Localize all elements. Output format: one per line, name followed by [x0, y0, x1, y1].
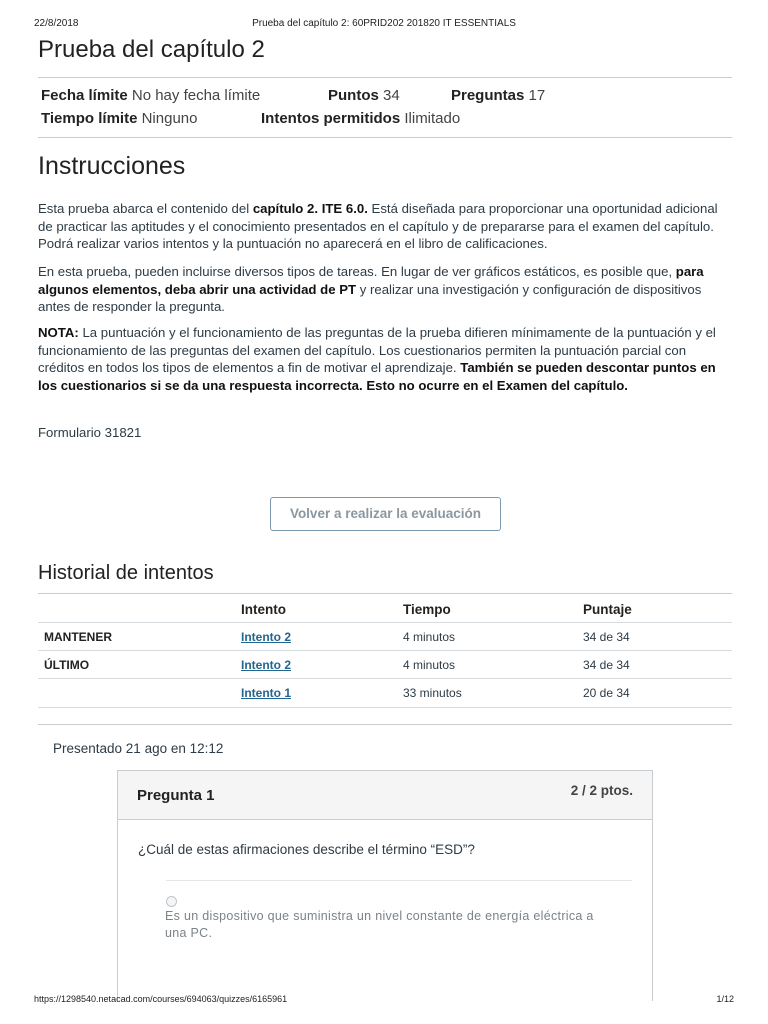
instr-text: Está diseñada para proporcionar una oportunidad adicional de practicar las aptitudes y el conocimiento presentados en el capítulo y de prepararse para el examen del capítulo. Podrá realizar varios intentos y la puntuación no aparecerá en el libro de calificaciones.	[38, 201, 718, 251]
attempt-score: 34 de 34	[583, 658, 630, 672]
question-points: 2 / 2 ptos.	[570, 783, 633, 798]
instr-bold: También se pueden descontar puntos en los cuestionarios si se da una respuesta incorrecta. Esto no ocurre en el Examen del capítulo.	[38, 360, 716, 393]
question-title: Pregunta 1	[137, 787, 215, 804]
points-label: Puntos	[328, 87, 379, 104]
attempt-time: 4 minutos	[403, 658, 456, 672]
attempts-label: Intentos permitidos	[261, 110, 401, 127]
answer-separator	[166, 880, 632, 881]
attempt-score: 20 de 34	[583, 686, 630, 700]
instructions-paragraph-1	[38, 200, 734, 253]
attempt-link[interactable]: Intento 2	[241, 630, 291, 644]
note-label: NOTA:	[38, 325, 79, 340]
time-label: Tiempo límite	[41, 110, 138, 127]
answer-option: Es un dispositivo que suministra un nivel constante de energía eléctrica a una PC.	[165, 909, 594, 940]
questions-meta	[451, 87, 545, 104]
attempt-tag: MANTENER	[44, 630, 112, 644]
print-date: 22/8/2018	[34, 18, 79, 29]
attempt-time: 4 minutos	[403, 630, 456, 644]
instr-text: En esta prueba, pueden incluirse diversos tipos de tareas. En lugar de ver gráficos estáticos, es posible que,	[38, 264, 676, 279]
question-header	[118, 771, 652, 820]
attempt-time: 33 minutos	[403, 686, 462, 700]
attempt-tag: ÚLTIMO	[44, 658, 90, 672]
divider	[38, 137, 732, 138]
instr-text: Esta prueba abarca el contenido del	[38, 201, 253, 216]
attempts-value: Ilimitado	[404, 110, 461, 127]
table-row	[38, 622, 732, 651]
attempt-link[interactable]: Intento 2	[241, 658, 291, 672]
print-doc-title: Prueba del capítulo 2: 60PRID202 201820 IT ESSENTIALS	[252, 18, 516, 29]
instructions-paragraph-2	[38, 263, 734, 316]
attempt-link[interactable]: Intento 1	[241, 686, 291, 700]
submitted-timestamp: Presentado 21 ago en 12:12	[53, 741, 224, 756]
points-meta	[328, 87, 400, 104]
column-header-score: Puntaje	[583, 602, 632, 617]
column-header-time: Tiempo	[403, 602, 451, 617]
table-row	[38, 678, 732, 708]
instr-bold: para algunos elementos, deba abrir una actividad de PT	[38, 264, 704, 297]
table-top-border	[38, 593, 732, 594]
instr-bold: capítulo 2. ITE 6.0.	[252, 201, 368, 216]
divider	[38, 77, 732, 78]
instructions-paragraph-3	[38, 324, 734, 394]
instr-text: La puntuación y el funcionamiento de las preguntas de la prueba difieren mínimamente de la puntuación y el funcionamiento de las preguntas del examen del capítulo. Los cuestionarios permiten la puntuación parcial con créditos en todos los tipos de elementos a fin de motivar el aprendizaje.	[38, 325, 716, 375]
print-url: https://1298540.netacad.com/courses/694063/quizzes/6165961	[34, 994, 288, 1004]
question-text: ¿Cuál de estas afirmaciones describe el término “ESD”?	[138, 842, 475, 857]
time-meta	[41, 110, 197, 127]
attempt-score: 34 de 34	[583, 630, 630, 644]
questions-value: 17	[528, 87, 546, 104]
questions-label: Preguntas	[451, 87, 525, 104]
print-page-number: 1/12	[716, 994, 734, 1004]
quiz-meta-row-1	[41, 87, 260, 104]
time-value: Ninguno	[141, 110, 198, 127]
points-value: 34	[383, 87, 400, 104]
attempts-meta	[261, 110, 460, 127]
due-value: No hay fecha límite	[131, 87, 261, 104]
instr-text: y realizar una investigación y configuración de dispositivos antes de responder la pregunta.	[38, 281, 702, 314]
divider	[38, 724, 732, 725]
answer-radio[interactable]	[166, 896, 177, 907]
retake-quiz-button[interactable]: Volver a realizar la evaluación	[270, 497, 501, 531]
page-title: Prueba del capítulo 2	[38, 36, 265, 63]
history-heading: Historial de intentos	[38, 562, 214, 584]
instructions-heading: Instrucciones	[38, 152, 186, 180]
form-number: Formulario 31821	[38, 425, 142, 440]
due-label: Fecha límite	[41, 87, 128, 104]
table-row	[38, 650, 732, 679]
question-card	[117, 770, 653, 1001]
column-header-attempt: Intento	[241, 602, 286, 617]
